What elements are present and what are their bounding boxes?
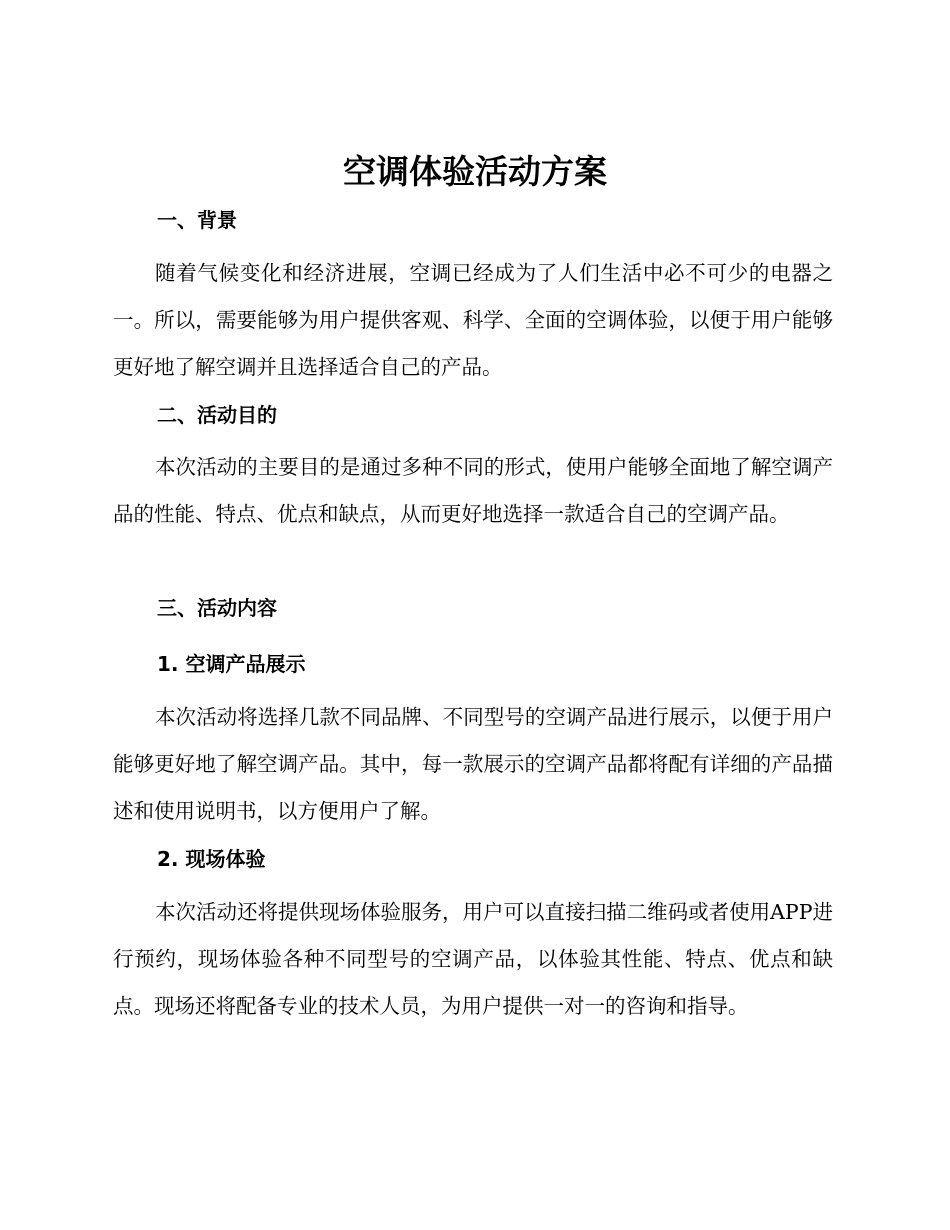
subsection-body-onsite-experience: 本次活动还将提供现场体验服务，用户可以直接扫描二维码或者使用APP进行预约，现场体验各种不同型号的空调产品，以体验其性能、特点、优点和缺点。现场还将配备专业的技术人员，为用户提供一对一的咨询和指导。	[113, 900, 833, 1018]
section-heading-content: 三、活动内容	[157, 596, 277, 620]
subsection-heading-product-display: 1. 空调产品展示	[157, 652, 306, 676]
section-body-purpose: 本次活动的主要目的是通过多种不同的形式，使用户能够全面地了解空调产品的性能、特点、优点和缺点，从而更好地选择一款适合自己的空调产品。	[113, 455, 833, 526]
section-heading-background: 一、背景	[157, 208, 237, 232]
section-body-background: 随着气候变化和经济进展，空调已经成为了人们生活中必不可少的电器之一。所以，需要能够为用户提供客观、科学、全面的空调体验，以便于用户能够更好地了解空调并且选择适合自己的产品。	[113, 261, 833, 379]
section-heading-purpose: 二、活动目的	[157, 403, 277, 427]
document-title: 空调体验活动方案	[343, 152, 607, 191]
subsection-body-product-display: 本次活动将选择几款不同品牌、不同型号的空调产品进行展示，以便于用户能够更好地了解空调产品。其中，每一款展示的空调产品都将配有详细的产品描述和使用说明书，以方便用户了解。	[113, 705, 833, 823]
subsection-heading-onsite-experience: 2. 现场体验	[157, 847, 266, 871]
